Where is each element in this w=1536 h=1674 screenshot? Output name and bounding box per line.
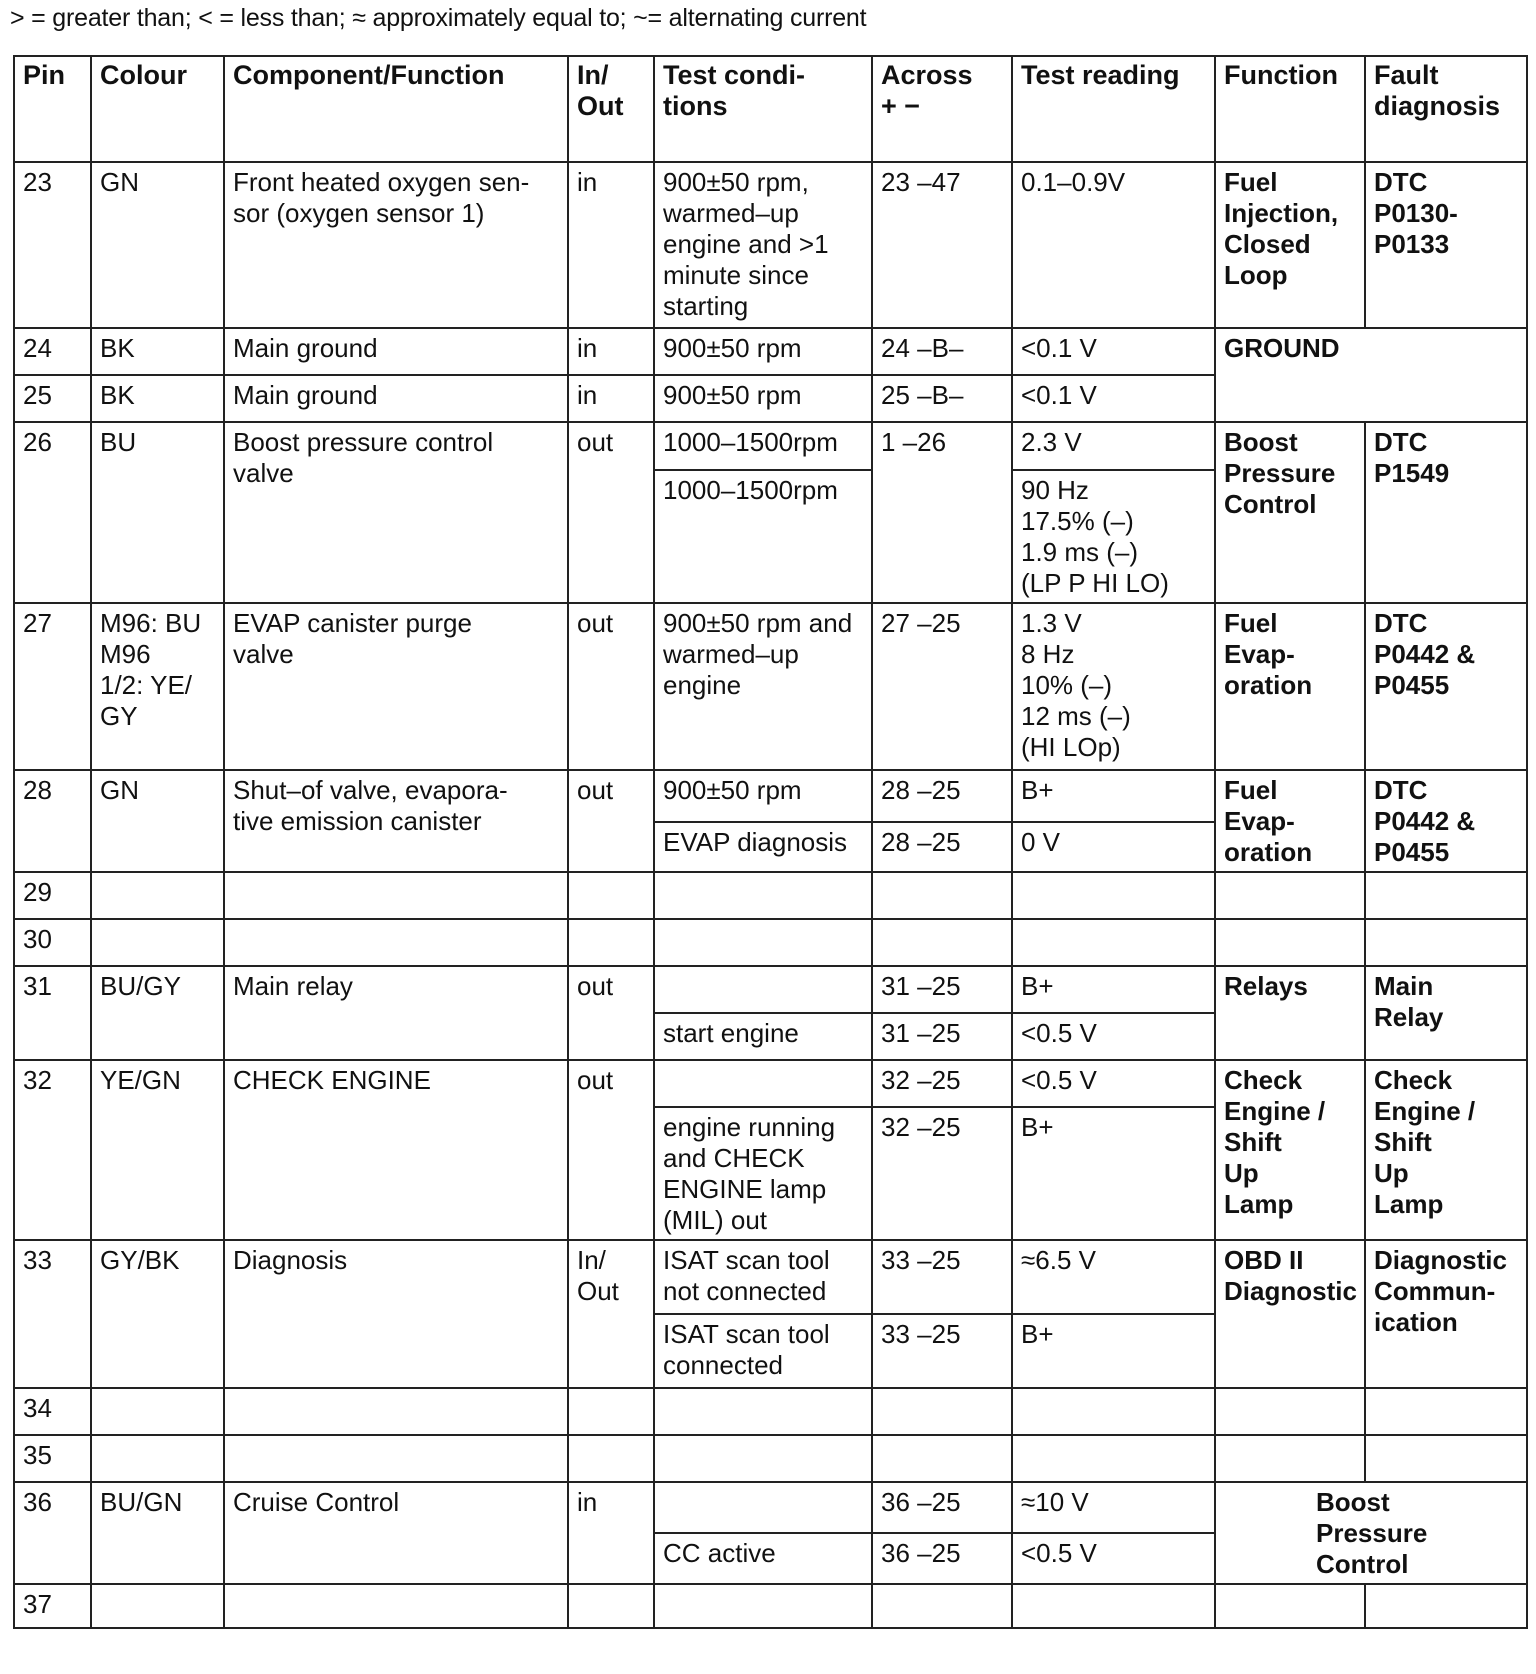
table-row <box>14 872 1527 919</box>
fault-cell: DTC P1549 <box>1365 422 1527 603</box>
reading-cell: <0.5 V <box>1012 1013 1215 1060</box>
colour-cell: GN <box>91 770 224 872</box>
pin-cell: 23 <box>14 162 91 328</box>
condition-cell <box>654 966 872 1013</box>
condition-cell: ISAT scan tool connected <box>654 1314 872 1388</box>
fault-cell: Main Relay <box>1365 966 1527 1060</box>
inout-cell: in <box>568 328 654 375</box>
symbol-legend: > = greater than; < = less than; ≈ approximately equal to; ~= alternating current <box>10 4 867 32</box>
pin-cell: 31 <box>14 966 91 1060</box>
pin-cell: 25 <box>14 375 91 422</box>
header-conditions: Test condi- tions <box>654 56 872 162</box>
header-reading: Test reading <box>1012 56 1215 162</box>
component-cell: Shut–of valve, evapora- tive emission canister <box>224 770 568 872</box>
table-row <box>14 966 1527 1013</box>
reading-cell: B+ <box>1012 1314 1215 1388</box>
reading-cell: <0.1 V <box>1012 375 1215 422</box>
table-row <box>14 919 1527 966</box>
condition-cell: 900±50 rpm, warmed–up engine and >1 minute since starting <box>654 162 872 328</box>
reading-cell: <0.5 V <box>1012 1060 1215 1107</box>
table-row <box>14 1388 1527 1435</box>
condition-cell: start engine <box>654 1013 872 1060</box>
function-cell: Fuel Evap- oration <box>1215 770 1365 872</box>
pin-cell: 28 <box>14 770 91 872</box>
pin-cell: 33 <box>14 1240 91 1388</box>
condition-cell: 900±50 rpm <box>654 328 872 375</box>
pin-cell: 29 <box>14 872 91 919</box>
reading-cell: B+ <box>1012 966 1215 1013</box>
condition-cell: EVAP diagnosis <box>654 822 872 872</box>
condition-cell: engine running and CHECK ENGINE lamp (MIL) out <box>654 1107 872 1240</box>
across-cell: 28 –25 <box>872 770 1012 822</box>
component-cell: Main relay <box>224 966 568 1060</box>
inout-cell: in <box>568 1482 654 1584</box>
condition-cell: ISAT scan tool not connected <box>654 1240 872 1314</box>
colour-cell: BU <box>91 422 224 603</box>
colour-cell: BU/GN <box>91 1482 224 1584</box>
condition-cell: 900±50 rpm and warmed–up engine <box>654 603 872 770</box>
condition-cell: 900±50 rpm <box>654 375 872 422</box>
reading-cell: 0.1–0.9V <box>1012 162 1215 328</box>
component-cell: Main ground <box>224 328 568 375</box>
table-row <box>14 328 1527 375</box>
across-cell: 31 –25 <box>872 966 1012 1013</box>
pin-cell: 34 <box>14 1388 91 1435</box>
across-cell: 33 –25 <box>872 1314 1012 1388</box>
colour-cell: BU/GY <box>91 966 224 1060</box>
inout-cell: in <box>568 162 654 328</box>
pin-cell: 35 <box>14 1435 91 1482</box>
inout-cell: In/ Out <box>568 1240 654 1388</box>
reading-cell: <0.1 V <box>1012 328 1215 375</box>
colour-cell: GN <box>91 162 224 328</box>
across-cell: 32 –25 <box>872 1107 1012 1240</box>
pin-cell: 27 <box>14 603 91 770</box>
header-fault: Fault diagnosis <box>1365 56 1527 162</box>
condition-cell <box>654 1482 872 1533</box>
header-across: Across + − <box>872 56 1012 162</box>
pin-cell: 26 <box>14 422 91 603</box>
header-inout: In/ Out <box>568 56 654 162</box>
table-row <box>14 1060 1527 1107</box>
function-cell: Check Engine / Shift Up Lamp <box>1215 1060 1365 1240</box>
inout-cell: in <box>568 375 654 422</box>
table-row <box>14 422 1527 470</box>
reading-cell: B+ <box>1012 1107 1215 1240</box>
colour-cell: BK <box>91 375 224 422</box>
colour-cell: BK <box>91 328 224 375</box>
reading-cell: 2.3 V <box>1012 422 1215 470</box>
reading-cell: B+ <box>1012 770 1215 822</box>
table-row <box>14 1435 1527 1482</box>
reading-cell: <0.5 V <box>1012 1533 1215 1584</box>
reading-cell: 1.3 V 8 Hz 10% (–) 12 ms (–) (HI LOp) <box>1012 603 1215 770</box>
header-row <box>14 56 1527 162</box>
across-cell: 25 –B– <box>872 375 1012 422</box>
condition-cell: 1000–1500rpm <box>654 470 872 603</box>
colour-cell: M96: BU M96 1/2: YE/ GY <box>91 603 224 770</box>
fault-cell: Check Engine / Shift Up Lamp <box>1365 1060 1527 1240</box>
condition-cell: 900±50 rpm <box>654 770 872 822</box>
pin-cell: 37 <box>14 1584 91 1628</box>
table-row <box>14 1240 1527 1314</box>
component-cell: Front heated oxygen sen- sor (oxygen sensor 1) <box>224 162 568 328</box>
across-cell: 24 –B– <box>872 328 1012 375</box>
fault-cell: DTC P0442 & P0455 <box>1365 770 1527 872</box>
table-row <box>14 1584 1527 1628</box>
condition-cell: CC active <box>654 1533 872 1584</box>
inout-cell: out <box>568 1060 654 1240</box>
pin-test-table <box>13 55 1528 1629</box>
header-function: Function <box>1215 56 1365 162</box>
inout-cell: out <box>568 422 654 603</box>
header-colour: Colour <box>91 56 224 162</box>
across-cell: 36 –25 <box>872 1533 1012 1584</box>
across-cell: 31 –25 <box>872 1013 1012 1060</box>
inout-cell: out <box>568 770 654 872</box>
across-cell: 27 –25 <box>872 603 1012 770</box>
reading-cell: 90 Hz 17.5% (–) 1.9 ms (–) (LP P HI LO) <box>1012 470 1215 603</box>
function-cell: Boost Pressure Control <box>1215 1482 1527 1584</box>
fault-cell: DTC P0442 & P0455 <box>1365 603 1527 770</box>
inout-cell: out <box>568 603 654 770</box>
header-pin: Pin <box>14 56 91 162</box>
condition-cell: 1000–1500rpm <box>654 422 872 470</box>
colour-cell: YE/GN <box>91 1060 224 1240</box>
table-row <box>14 770 1527 822</box>
function-cell: Relays <box>1215 966 1365 1060</box>
fault-cell: Diagnostic Commun- ication <box>1365 1240 1527 1388</box>
table-row <box>14 162 1527 328</box>
table-row <box>14 603 1527 770</box>
component-cell: Main ground <box>224 375 568 422</box>
across-cell: 1 –26 <box>872 422 1012 603</box>
function-cell: Fuel Injection, Closed Loop <box>1215 162 1365 328</box>
pin-cell: 24 <box>14 328 91 375</box>
reading-cell: ≈6.5 V <box>1012 1240 1215 1314</box>
component-cell: Cruise Control <box>224 1482 568 1584</box>
across-cell: 32 –25 <box>872 1060 1012 1107</box>
reading-cell: ≈10 V <box>1012 1482 1215 1533</box>
function-cell: Boost Pressure Control <box>1215 422 1365 603</box>
pin-cell: 36 <box>14 1482 91 1584</box>
reading-cell: 0 V <box>1012 822 1215 872</box>
component-cell: Boost pressure control valve <box>224 422 568 603</box>
across-cell: 28 –25 <box>872 822 1012 872</box>
condition-cell <box>654 1060 872 1107</box>
across-cell: 23 –47 <box>872 162 1012 328</box>
inout-cell: out <box>568 966 654 1060</box>
colour-cell: GY/BK <box>91 1240 224 1388</box>
component-cell: CHECK ENGINE <box>224 1060 568 1240</box>
pin-cell: 30 <box>14 919 91 966</box>
header-component: Component/Function <box>224 56 568 162</box>
component-cell: EVAP canister purge valve <box>224 603 568 770</box>
table-row <box>14 1482 1527 1533</box>
pin-cell: 32 <box>14 1060 91 1240</box>
across-cell: 36 –25 <box>872 1482 1012 1533</box>
across-cell: 33 –25 <box>872 1240 1012 1314</box>
function-cell: OBD II Diagnostic <box>1215 1240 1365 1388</box>
function-cell: Fuel Evap- oration <box>1215 603 1365 770</box>
component-cell: Diagnosis <box>224 1240 568 1388</box>
fault-cell: DTC P0130- P0133 <box>1365 162 1527 328</box>
function-cell: GROUND <box>1215 328 1527 422</box>
